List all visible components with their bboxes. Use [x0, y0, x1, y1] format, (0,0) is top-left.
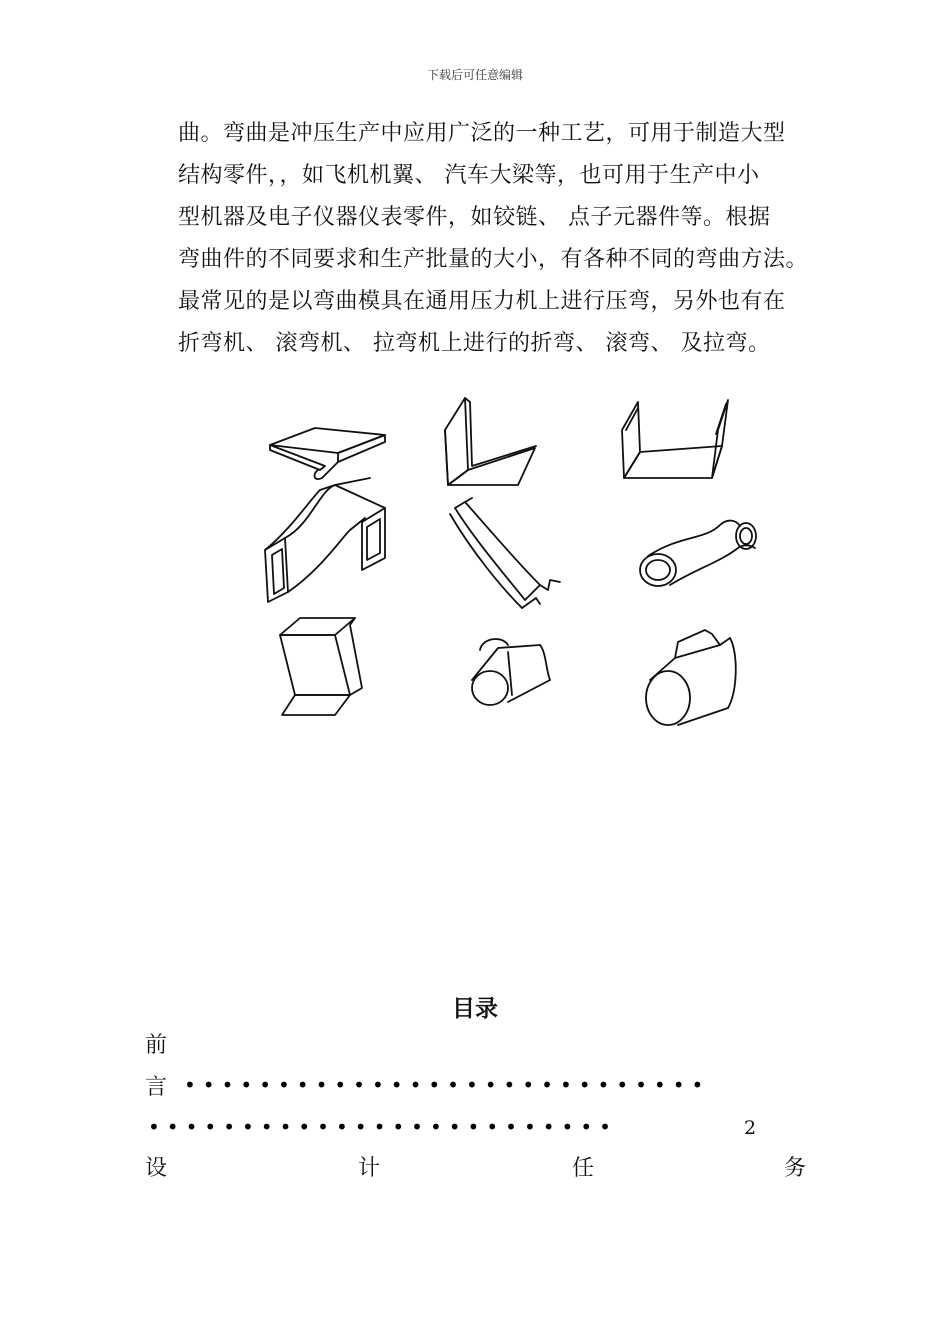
hinge-curl-part — [472, 639, 550, 705]
toc-entry-design-task-char: 务 — [784, 1156, 807, 1181]
l-angle-part — [445, 398, 536, 485]
hinge-tube-part — [646, 630, 736, 725]
toc-entry-preface-char1: 前 — [145, 1033, 168, 1058]
curled-plate-part — [270, 428, 385, 479]
body-line: 弯曲件的不同要求和生产批量的大小，有各种不同的弯曲方法。 — [178, 247, 809, 272]
toc-leader-dots: ••••••••••••••••••••••••• — [148, 1115, 618, 1139]
body-line: 结构零件，，如飞机机翼、 汽车大梁等，也可用于生产中小 — [178, 163, 760, 188]
toc-entry-design-task-char: 任 — [572, 1156, 595, 1181]
page-header: 下载后可任意编辑 — [426, 68, 523, 82]
body-line: 最常见的是以弯曲模具在通用压力机上进行压弯，另外也有在 — [178, 289, 786, 314]
rect-tube-elbow-part — [265, 478, 385, 602]
body-line: 曲。弯曲是冲压生产中应用广泛的一种工艺，可用于制造大型 — [178, 121, 786, 146]
toc-entry-preface-char2: 言 — [145, 1075, 168, 1100]
toc-entry-design-task-char: 计 — [358, 1156, 381, 1181]
u-channel-part — [622, 400, 728, 478]
body-line: 折弯机、 滚弯机、 拉弯机上进行的折弯、 滚弯、 及拉弯。 — [178, 331, 771, 356]
toc-page-number: 2 — [744, 1117, 757, 1139]
bent-parts-figure — [250, 390, 770, 735]
toc-title: 目录 — [452, 996, 498, 1022]
curved-profile-part — [450, 498, 560, 608]
body-line: 型机器及电子仪器仪表零件，如铰链、 点子元器件等。根据 — [178, 205, 771, 230]
bent-parts-illustration — [250, 390, 770, 735]
round-tube-elbow-part — [640, 521, 756, 586]
zigzag-part — [280, 618, 362, 715]
toc-leader-dots: •••••••••••••••••••••••••••• — [184, 1073, 711, 1097]
toc-entry-design-task-char: 设 — [145, 1156, 168, 1181]
